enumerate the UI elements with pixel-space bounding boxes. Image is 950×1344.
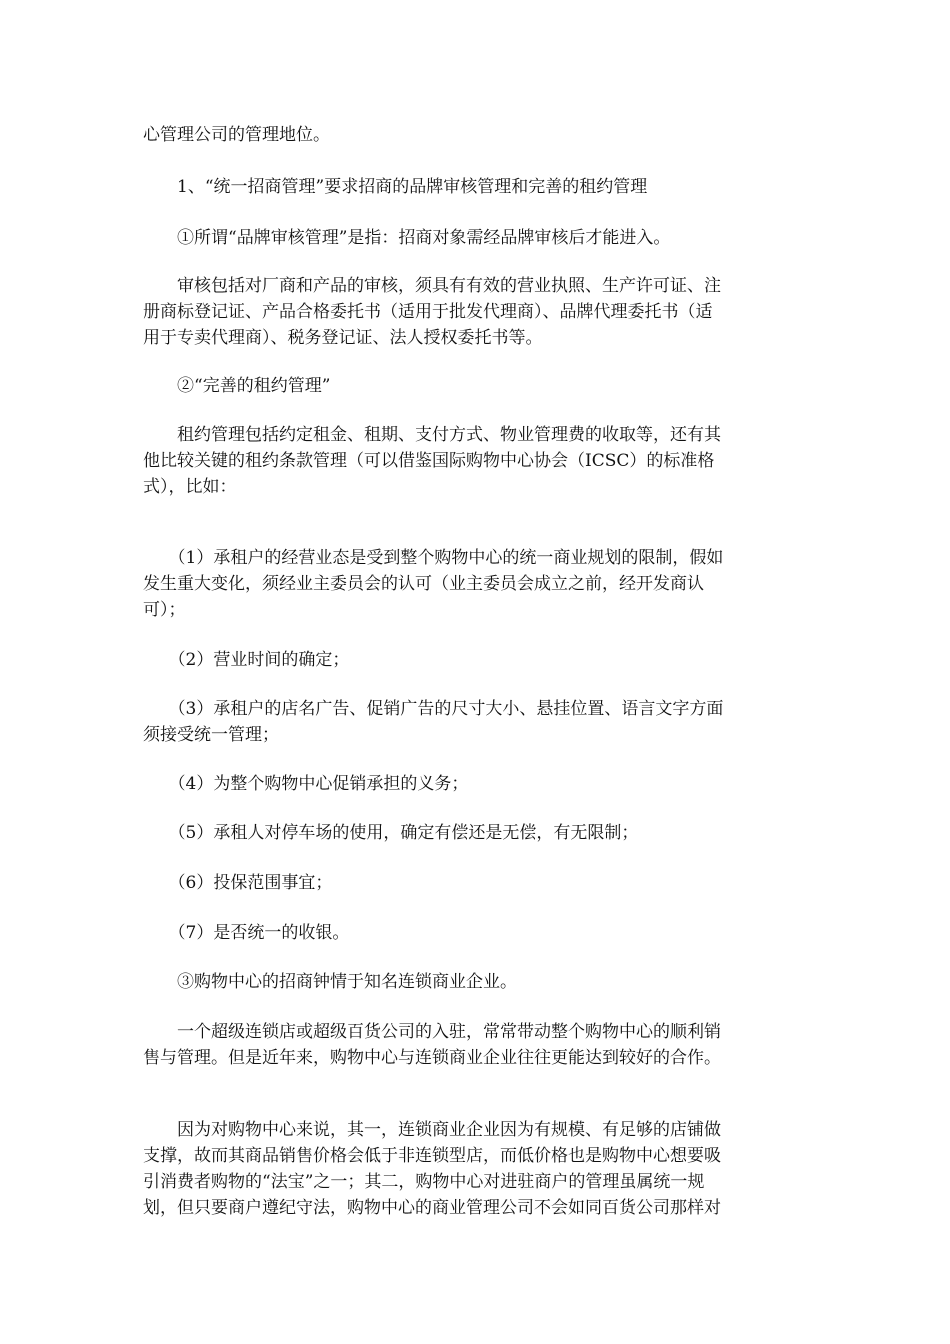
text-line: （2）营业时间的确定； bbox=[143, 650, 350, 670]
paragraph-reasons bbox=[143, 1117, 810, 1221]
text-line: （5）承租人对停车场的使用，确定有偿还是无偿，有无限制； bbox=[143, 823, 639, 843]
paragraph-item-1 bbox=[143, 545, 810, 623]
text-line: ③购物中心的招商钟情于知名连锁商业企业。 bbox=[143, 972, 517, 992]
text-line: （3）承租户的店名广告、促销广告的尺寸大小、悬挂位置、语言文字方面 bbox=[143, 699, 724, 719]
paragraph-heading-1 bbox=[143, 174, 810, 200]
paragraph-item-7 bbox=[143, 920, 810, 946]
paragraph-chain-benefit bbox=[143, 1019, 810, 1071]
text-line: ②“完善的租约管理” bbox=[143, 376, 331, 396]
paragraph-item-3 bbox=[143, 696, 810, 748]
text-line: 式），比如： bbox=[143, 477, 237, 497]
paragraph-item-4 bbox=[143, 771, 810, 797]
text-line: 因为对购物中心来说，其一，连锁商业企业因为有规模、有足够的店铺做 bbox=[143, 1120, 721, 1140]
paragraph-brand-review bbox=[143, 225, 810, 251]
text-line: 1、“统一招商管理”要求招商的品牌审核管理和完善的租约管理 bbox=[143, 177, 648, 197]
paragraph-review-content bbox=[143, 273, 810, 351]
paragraph-item-2 bbox=[143, 647, 810, 673]
text-line: 审核包括对厂商和产品的审核，须具有有效的营业执照、生产许可证、注 bbox=[143, 276, 721, 296]
text-line: （7）是否统一的收银。 bbox=[143, 923, 350, 943]
text-line: 一个超级连锁店或超级百货公司的入驻，常常带动整个购物中心的顺利销 bbox=[143, 1022, 721, 1042]
paragraph-item-5 bbox=[143, 820, 810, 846]
paragraph-chain-preference bbox=[143, 969, 810, 995]
paragraph-management-position bbox=[143, 122, 810, 148]
text-line: 租约管理包括约定租金、租期、支付方式、物业管理费的收取等，还有其 bbox=[143, 425, 721, 445]
text-line: 他比较关键的租约条款管理（可以借鉴国际购物中心协会（ICSC）的标准格 bbox=[143, 451, 715, 471]
text-line: 划，但只要商户遵纪守法，购物中心的商业管理公司不会如同百货公司那样对 bbox=[143, 1198, 721, 1218]
text-line: 用于专卖代理商）、税务登记证、法人授权委托书等。 bbox=[143, 328, 543, 348]
text-line: ①所谓“品牌审核管理”是指：招商对象需经品牌审核后才能进入。 bbox=[143, 228, 671, 248]
text-line: 册商标登记证、产品合格委托书（适用于批发代理商）、品牌代理委托书（适 bbox=[143, 302, 713, 322]
text-line: 支撑，故而其商品销售价格会低于非连锁型店，而低价格也是购物中心想要吸 bbox=[143, 1146, 721, 1166]
paragraph-lease-heading bbox=[143, 373, 810, 399]
text-line: 心管理公司的管理地位。 bbox=[143, 125, 330, 145]
text-line: （1）承租户的经营业态是受到整个购物中心的统一商业规划的限制，假如 bbox=[143, 548, 724, 568]
text-line: 可）； bbox=[143, 600, 186, 620]
text-line: 售与管理。但是近年来，购物中心与连锁商业企业往往更能达到较好的合作。 bbox=[143, 1048, 721, 1068]
text-line: 须接受统一管理； bbox=[143, 725, 279, 745]
text-line: （6）投保范围事宜； bbox=[143, 873, 333, 893]
text-line: 发生重大变化，须经业主委员会的认可（业主委员会成立之前，经开发商认 bbox=[143, 574, 704, 594]
text-line: （4）为整个购物中心促销承担的义务； bbox=[143, 774, 469, 794]
paragraph-lease-content bbox=[143, 422, 810, 500]
paragraph-item-6 bbox=[143, 870, 810, 896]
text-line: 引消费者购物的“法宝”之一；其二，购物中心对进驻商户的管理虽属统一规 bbox=[143, 1172, 705, 1192]
